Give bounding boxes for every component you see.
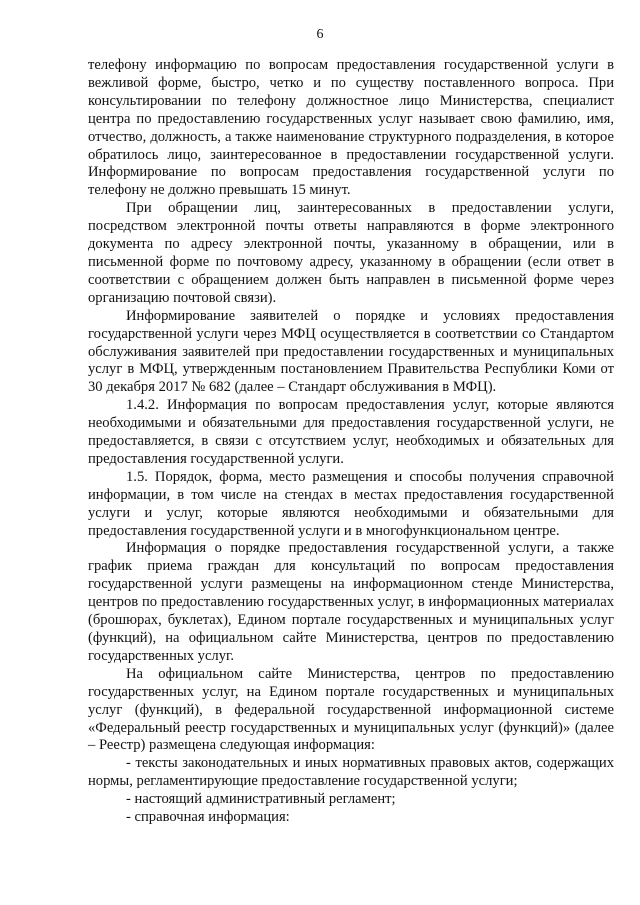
paragraph-info-placement: Информация о порядке предоставления государственной услуги, а также график приема граждан для консультаций по вопросам предоставления государственной услуги размещены на информационном стенде Министерства, центров по предоставлению государственных услуг, в информационных материалах (брошюрах, буклетах), Едином портале государственных и муниципальных услуг (функций), на официальном сайте Министерства, центров по предоставлению государственных услуг. — [88, 540, 614, 664]
list-item-regulation: - настоящий административный регламент; — [126, 791, 396, 808]
paragraph-phone-consultation: телефону информацию по вопросам предоставления государственной услуги в вежливой форме, быстро, четко и по существу поставленного вопроса. При консультировании по телефону должностное лицо Министерства, специалист центра по предоставлению государственных услуг называет свою фамилию, имя, отчество, должность, а также наименование структурного подразделения, в которое обратилось лицо, заинтересованное в предоставлении государственной услуги. Информирование по вопросам предоставления государственной услуги по телефону не должно превышать 15 минут. — [88, 57, 614, 199]
paragraph-section-1-4-2: 1.4.2. Информация по вопросам предоставления услуг, которые являются необходимыми и обязательными для предоставления государственной услуги, не предоставляется, в связи с отсутствием услуг, необходимых и обязательных для предоставления государственной услуги. — [88, 397, 614, 467]
list-item-legal-acts: - тексты законодательных и иных нормативных правовых актов, содержащих нормы, регламентирующие предоставление государственной услуги; — [88, 755, 614, 790]
paragraph-email-requests: При обращении лиц, заинтересованных в предоставлении услуги, посредством электронной почты ответы направляются в форме электронного документа по адресу электронной почты, указанному в обращении, или в письменной форме по почтовому адресу, указанному в обращении (если ответ в соответствии с обращением должен быть направлен в письменной форме через организацию почтовой связи). — [88, 200, 614, 306]
document-body — [88, 57, 614, 827]
page-number: 6 — [316, 27, 324, 42]
paragraph-mfc-informing: Информирование заявителей о порядке и условиях предоставления государственной услуги через МФЦ осуществляется в соответствии со Стандартом обслуживания заявителей при предоставлении государственных и муниципальных услуг в МФЦ, утвержденным постановлением Правительства Республики Коми от 30 декабря 2017 № 682 (далее – Стандарт обслуживания в МФЦ). — [88, 307, 614, 396]
paragraph-section-1-5: 1.5. Порядок, форма, место размещения и способы получения справочной информации, в том числе на стендах в местах предоставления государственной услуги и услуг, которые являются необходимыми и обязательными для предоставления государственной услуги и в многофункциональном центре. — [88, 468, 614, 539]
list-item-reference-info: - справочная информация: — [126, 809, 290, 826]
paragraph-official-site: На официальном сайте Министерства, центров по предоставлению государственных услуг, на Едином портале государственных и муниципальных услуг (функций), в федеральной государственной информационной системе «Федеральный реестр государственных и муниципальных услуг (функций)» (далее – Реестр) размещена следующая информация: — [88, 665, 614, 754]
